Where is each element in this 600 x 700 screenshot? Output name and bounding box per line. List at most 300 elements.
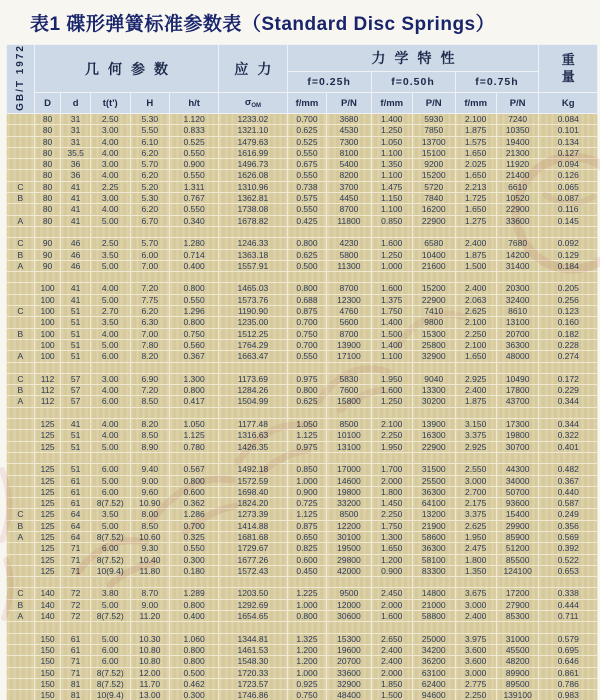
value-cell: 1.500 (455, 260, 496, 271)
value-cell: 0.900 (371, 565, 412, 576)
value-cell: 0.800 (170, 656, 219, 667)
value-cell: 1.400 (371, 339, 412, 350)
value-cell: 0.094 (539, 159, 598, 170)
value-cell: 100 (34, 339, 61, 350)
value-cell: 1504.99 (219, 396, 288, 407)
value-cell: 1.200 (287, 644, 327, 655)
value-cell: 3.600 (455, 656, 496, 667)
value-cell: 21000 (412, 599, 455, 610)
value-cell: 10100 (327, 430, 371, 441)
separator-cell (496, 272, 539, 283)
value-cell: 0.714 (170, 249, 219, 260)
value-cell: 0.925 (287, 678, 327, 689)
header-stress: 应力 (219, 45, 288, 93)
value-cell: 4.00 (90, 170, 130, 181)
header-mechanical: 力学特性 (287, 45, 539, 72)
value-cell: 6.00 (90, 351, 130, 362)
value-cell: 100 (34, 317, 61, 328)
value-cell: 0.126 (539, 170, 598, 181)
series-cell (7, 317, 35, 328)
value-cell: 1203.50 (219, 588, 288, 599)
value-cell: 4450 (327, 193, 371, 204)
value-cell: 1479.63 (219, 136, 288, 147)
value-cell: 1.850 (371, 678, 412, 689)
separator-cell (455, 452, 496, 463)
value-cell: 30700 (496, 441, 539, 452)
value-cell: 1284.26 (219, 385, 288, 396)
group-separator-row (7, 577, 598, 588)
value-cell: 7.20 (130, 385, 170, 396)
separator-cell (371, 622, 412, 633)
value-cell: 1.350 (455, 565, 496, 576)
value-cell: 36200 (412, 656, 455, 667)
value-cell: 19800 (327, 486, 371, 497)
value-cell: 83300 (412, 565, 455, 576)
value-cell: 0.129 (539, 249, 598, 260)
table-row (7, 170, 598, 181)
value-cell: 45500 (496, 644, 539, 655)
separator-cell (7, 226, 35, 237)
value-cell: 0.800 (287, 611, 327, 622)
group-separator-row (7, 452, 598, 463)
value-cell: 0.134 (539, 136, 598, 147)
value-cell: 2.250 (455, 328, 496, 339)
table-row (7, 339, 598, 350)
value-cell: 2.000 (371, 599, 412, 610)
value-cell: 2.400 (455, 238, 496, 249)
value-cell: 0.101 (539, 125, 598, 136)
value-cell: 19400 (496, 136, 539, 147)
value-cell: 0.850 (371, 215, 412, 226)
separator-cell (61, 407, 91, 418)
value-cell: 1.600 (371, 283, 412, 294)
col-sigma: $\sigma_{OM}$ (219, 93, 288, 114)
separator-cell (539, 622, 598, 633)
standard-label: GB/T 1972 (14, 44, 26, 111)
value-cell: 3.00 (90, 193, 130, 204)
value-cell: 85300 (496, 611, 539, 622)
series-cell (7, 554, 35, 565)
value-cell: 6610 (496, 181, 539, 192)
value-cell: 80 (34, 204, 61, 215)
value-cell: 5.00 (90, 475, 130, 486)
series-cell: B (7, 520, 35, 531)
value-cell: 61 (61, 486, 91, 497)
value-cell: 13200 (412, 509, 455, 520)
value-cell: 15100 (412, 147, 455, 158)
value-cell: 0.116 (539, 204, 598, 215)
separator-cell (455, 407, 496, 418)
value-cell: 71 (61, 565, 91, 576)
value-cell: 0.875 (287, 520, 327, 531)
value-cell: 8500 (327, 419, 371, 430)
value-cell: 2.50 (90, 238, 130, 249)
disc-spring-table (6, 44, 598, 700)
value-cell: 58600 (412, 531, 455, 542)
series-cell: A (7, 531, 35, 542)
table-row (7, 181, 598, 192)
separator-cell (7, 622, 35, 633)
value-cell: 0.861 (539, 667, 598, 678)
value-cell: 1.000 (287, 667, 327, 678)
value-cell: 62400 (412, 678, 455, 689)
value-cell: 1.250 (371, 249, 412, 260)
table-row (7, 633, 598, 644)
value-cell: 1.650 (371, 543, 412, 554)
value-cell: 58800 (412, 611, 455, 622)
value-cell: 2.50 (90, 114, 130, 125)
value-cell: 125 (34, 543, 61, 554)
col-D: D (34, 93, 61, 114)
value-cell: 72 (61, 588, 91, 599)
value-cell: 125 (34, 430, 61, 441)
value-cell: 7600 (327, 385, 371, 396)
separator-cell (327, 577, 371, 588)
value-cell: 0.525 (287, 136, 327, 147)
value-cell: 0.340 (170, 215, 219, 226)
value-cell: 6.20 (130, 170, 170, 181)
value-cell: 0.800 (170, 644, 219, 655)
value-cell: 0.700 (170, 520, 219, 531)
value-cell: 0.401 (539, 441, 598, 452)
value-cell: 4.00 (90, 283, 130, 294)
value-cell: 48000 (496, 351, 539, 362)
series-cell: A (7, 260, 35, 271)
value-cell: 0.587 (539, 498, 598, 509)
col-p075: P/N (496, 93, 539, 114)
value-cell: 14800 (412, 588, 455, 599)
table-row (7, 193, 598, 204)
value-cell: 4.00 (90, 419, 130, 430)
value-cell: 1.289 (170, 588, 219, 599)
value-cell: 31500 (412, 464, 455, 475)
series-cell: B (7, 328, 35, 339)
series-cell (7, 339, 35, 350)
value-cell: 8.20 (130, 351, 170, 362)
value-cell: 0.983 (539, 690, 598, 700)
value-cell: 0.800 (287, 238, 327, 249)
series-cell: C (7, 238, 35, 249)
value-cell: 150 (34, 633, 61, 644)
value-cell: 2.475 (455, 543, 496, 554)
value-cell: 85900 (496, 531, 539, 542)
separator-cell (90, 622, 130, 633)
table-row (7, 294, 598, 305)
separator-cell (170, 577, 219, 588)
value-cell: 3.80 (90, 588, 130, 599)
value-cell: 1.375 (371, 294, 412, 305)
value-cell: 11920 (496, 159, 539, 170)
value-cell: 0.800 (287, 385, 327, 396)
table-row (7, 306, 598, 317)
value-cell: 0.825 (287, 543, 327, 554)
value-cell: 3.375 (455, 430, 496, 441)
value-cell: 0.249 (539, 509, 598, 520)
table-row (7, 373, 598, 384)
value-cell: 1.450 (371, 498, 412, 509)
value-cell: 64 (61, 531, 91, 542)
value-cell: 0.325 (170, 531, 219, 542)
value-cell: 9.40 (130, 464, 170, 475)
value-cell: 1414.88 (219, 520, 288, 531)
value-cell: 125 (34, 554, 61, 565)
value-cell: 2.175 (455, 498, 496, 509)
value-cell: 57 (61, 396, 91, 407)
separator-cell (327, 407, 371, 418)
series-cell (7, 204, 35, 215)
table-row (7, 317, 598, 328)
value-cell: 125 (34, 441, 61, 452)
value-cell: 1496.73 (219, 159, 288, 170)
value-cell: 2.70 (90, 306, 130, 317)
separator-cell (7, 272, 35, 283)
series-cell (7, 283, 35, 294)
value-cell: 51 (61, 317, 91, 328)
table-row (7, 644, 598, 655)
series-cell (7, 690, 35, 700)
value-cell: 2.400 (455, 611, 496, 622)
separator-cell (287, 362, 327, 373)
value-cell: 1.750 (371, 520, 412, 531)
header-f075: f=0.75h (455, 72, 539, 93)
value-cell: 6.70 (130, 215, 170, 226)
value-cell: 61 (61, 498, 91, 509)
series-cell (7, 159, 35, 170)
table-row (7, 475, 598, 486)
value-cell: 57 (61, 385, 91, 396)
value-cell: 31 (61, 125, 91, 136)
separator-cell (371, 362, 412, 373)
separator-cell (327, 622, 371, 633)
value-cell: 1.125 (170, 430, 219, 441)
table-row (7, 588, 598, 599)
value-cell: 1572.43 (219, 565, 288, 576)
value-cell: 0.338 (539, 588, 598, 599)
value-cell: 7850 (412, 125, 455, 136)
separator-cell (455, 362, 496, 373)
value-cell: 100 (34, 328, 61, 339)
table-row (7, 656, 598, 667)
table-row (7, 430, 598, 441)
separator-cell (61, 272, 91, 283)
value-cell: 1.275 (455, 215, 496, 226)
value-cell: 3.375 (455, 509, 496, 520)
value-cell: 0.172 (539, 373, 598, 384)
separator-cell (7, 452, 35, 463)
value-cell: 5800 (327, 249, 371, 260)
value-cell: 1.950 (455, 531, 496, 542)
value-cell: 1.725 (455, 193, 496, 204)
value-cell: 7680 (496, 238, 539, 249)
value-cell: 8.20 (130, 419, 170, 430)
value-cell: 51200 (496, 543, 539, 554)
value-cell: 0.550 (170, 543, 219, 554)
value-cell: 0.550 (170, 294, 219, 305)
value-cell: 2.700 (455, 486, 496, 497)
separator-cell (219, 272, 288, 283)
value-cell: 2.100 (455, 317, 496, 328)
value-cell: 1492.18 (219, 464, 288, 475)
value-cell: 100 (34, 351, 61, 362)
value-cell: 0.800 (287, 283, 327, 294)
separator-cell (412, 452, 455, 463)
value-cell: 2.000 (371, 475, 412, 486)
series-cell (7, 565, 35, 576)
header-row-groups (7, 45, 598, 72)
value-cell: 100 (34, 283, 61, 294)
separator-cell (219, 407, 288, 418)
value-cell: 21900 (412, 520, 455, 531)
value-cell: 1.280 (170, 238, 219, 249)
separator-cell (34, 622, 61, 633)
separator-cell (90, 362, 130, 373)
value-cell: 6.30 (130, 317, 170, 328)
value-cell: 1.200 (371, 554, 412, 565)
value-cell: 3.600 (455, 644, 496, 655)
value-cell: 5720 (412, 181, 455, 192)
value-cell: 1.100 (371, 351, 412, 362)
value-cell: 0.462 (170, 678, 219, 689)
value-cell: 21300 (496, 147, 539, 158)
value-cell: 1677.26 (219, 554, 288, 565)
value-cell: 89500 (496, 678, 539, 689)
group-separator-row (7, 622, 598, 633)
value-cell: 72 (61, 611, 91, 622)
value-cell: 1824.20 (219, 498, 288, 509)
value-cell: 1.650 (455, 204, 496, 215)
value-cell: 1512.25 (219, 328, 288, 339)
series-cell (7, 475, 35, 486)
value-cell: 1292.69 (219, 599, 288, 610)
separator-cell (130, 407, 170, 418)
value-cell: 5.20 (130, 181, 170, 192)
value-cell: 6.20 (130, 147, 170, 158)
separator-cell (130, 452, 170, 463)
separator-cell (170, 226, 219, 237)
separator-cell (327, 226, 371, 237)
value-cell: 10.80 (130, 656, 170, 667)
value-cell: 0.600 (170, 486, 219, 497)
value-cell: 8200 (327, 170, 371, 181)
value-cell: 25800 (412, 339, 455, 350)
value-cell: 0.400 (170, 260, 219, 271)
value-cell: 64100 (412, 498, 455, 509)
value-cell: 25500 (412, 475, 455, 486)
value-cell: 0.800 (170, 599, 219, 610)
value-cell: 5.00 (90, 215, 130, 226)
value-cell: 15800 (327, 396, 371, 407)
value-cell: 50700 (496, 486, 539, 497)
separator-cell (170, 622, 219, 633)
value-cell: 1.600 (371, 238, 412, 249)
value-cell: 5.50 (130, 125, 170, 136)
value-cell: 81 (61, 678, 91, 689)
value-cell: 1246.33 (219, 238, 288, 249)
value-cell: 0.367 (539, 475, 598, 486)
value-cell: 140 (34, 599, 61, 610)
separator-cell (455, 622, 496, 633)
col-H: H (130, 93, 170, 114)
value-cell: 11300 (327, 260, 371, 271)
table-row (7, 554, 598, 565)
value-cell: 33600 (496, 215, 539, 226)
value-cell: 51 (61, 430, 91, 441)
value-cell: 13700 (412, 136, 455, 147)
value-cell: 58100 (412, 554, 455, 565)
value-cell: 12300 (327, 294, 371, 305)
separator-cell (539, 272, 598, 283)
value-cell: 6.00 (90, 656, 130, 667)
separator-cell (496, 362, 539, 373)
separator-cell (371, 577, 412, 588)
value-cell: 9.30 (130, 543, 170, 554)
separator-cell (130, 362, 170, 373)
value-cell: 2.100 (455, 339, 496, 350)
value-cell: 30200 (412, 396, 455, 407)
separator-cell (539, 362, 598, 373)
value-cell: 1.400 (371, 114, 412, 125)
value-cell: 1.150 (371, 193, 412, 204)
separator-cell (371, 226, 412, 237)
value-cell: 41 (61, 294, 91, 305)
table-row (7, 204, 598, 215)
value-cell: 0.300 (170, 554, 219, 565)
series-cell (7, 633, 35, 644)
value-cell: 1729.67 (219, 543, 288, 554)
value-cell: 1678.82 (219, 215, 288, 226)
separator-cell (371, 452, 412, 463)
value-cell: 1698.40 (219, 486, 288, 497)
value-cell: 125 (34, 464, 61, 475)
separator-cell (219, 452, 288, 463)
value-cell: 1746.86 (219, 690, 288, 700)
value-cell: 112 (34, 373, 61, 384)
table-row (7, 249, 598, 260)
value-cell: 51 (61, 441, 91, 452)
value-cell: 10.90 (130, 498, 170, 509)
value-cell: 8(7.52) (90, 678, 130, 689)
value-cell: 1426.35 (219, 441, 288, 452)
header-f050: f=0.50h (371, 72, 455, 93)
separator-cell (327, 272, 371, 283)
value-cell: 1273.39 (219, 509, 288, 520)
col-p050: P/N (412, 93, 455, 114)
value-cell: 51 (61, 328, 91, 339)
value-cell: 8.50 (130, 430, 170, 441)
value-cell: 20700 (496, 328, 539, 339)
col-kg: Kg (539, 93, 598, 114)
value-cell: 6580 (412, 238, 455, 249)
series-cell (7, 656, 35, 667)
series-cell: B (7, 599, 35, 610)
value-cell: 4760 (327, 306, 371, 317)
value-cell: 80 (34, 147, 61, 158)
value-cell: 0.425 (287, 215, 327, 226)
value-cell: 8(7.52) (90, 611, 130, 622)
separator-cell (287, 407, 327, 418)
separator-cell (90, 577, 130, 588)
value-cell: 46 (61, 260, 91, 271)
value-cell: 1363.18 (219, 249, 288, 260)
value-cell: 11.20 (130, 611, 170, 622)
group-separator-row (7, 226, 598, 237)
value-cell: 3.975 (455, 633, 496, 644)
value-cell: 19600 (327, 644, 371, 655)
value-cell: 0.900 (170, 159, 219, 170)
page-title: 表1 碟形弹簧标准参数表（Standard Disc Springs） (30, 14, 496, 35)
value-cell: 7.00 (130, 328, 170, 339)
value-cell: 41 (61, 215, 91, 226)
